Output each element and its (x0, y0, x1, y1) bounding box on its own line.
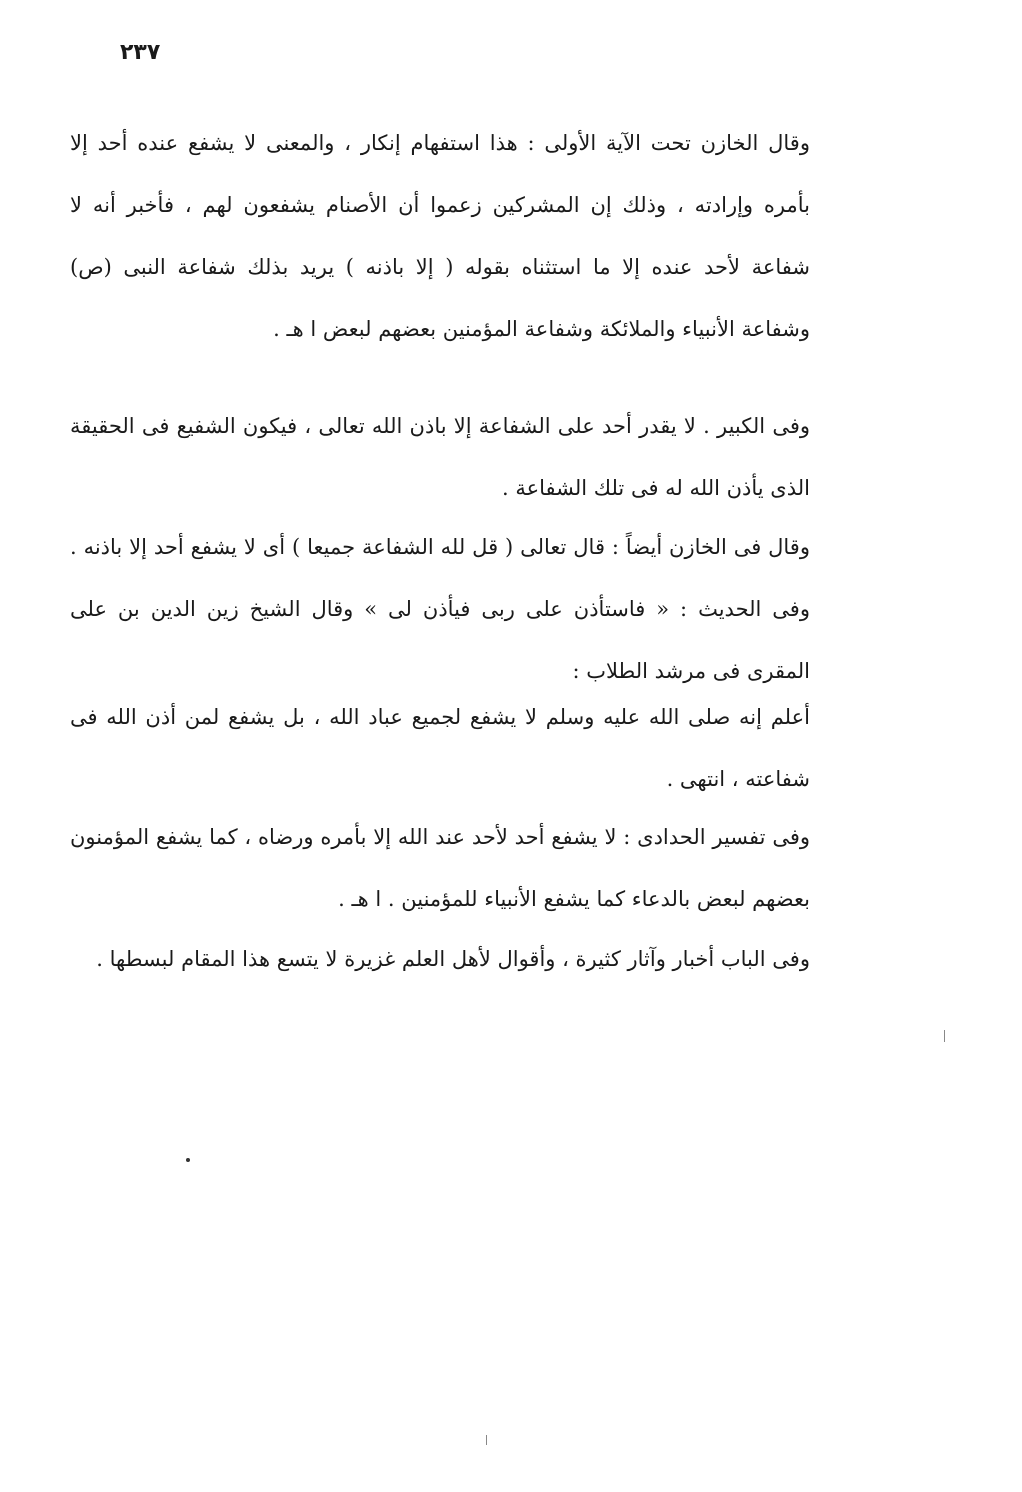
paragraph-al-kabir (70, 395, 810, 519)
paper-mark (944, 1030, 945, 1042)
paragraph-text: وقال فى الخازن أيضاً : قال تعالى ( قل لله الشفاعة جميعا ) أى لا يشفع أحد إلا باذنه . وفى الحديث : « فاستأذن على ربى فيأذن لى » وقال الشيخ زين الدين بن على المقرى فى مرشد الطلاب : (70, 535, 810, 683)
paper-mark (486, 1435, 487, 1445)
ink-speck (186, 1158, 190, 1162)
paragraph-quote (70, 686, 810, 810)
paragraph-text: وقال الخازن تحت الآية الأولى : هذا استفهام إنكار ، والمعنى لا يشفع عنده أحد إلا بأمره وإرادته ، وذلك إن المشركين زعموا أن الأصنام يشفعون لهم ، فأخبر أنه لا شفاعة لأحد عنده إلا ما استثناه بقوله ( إلا باذنه ) يريد بذلك شفاعة النبى (ص) وشفاعة الأنبياء والملائكة وشفاعة المؤمنين بعضهم لبعض ا هـ . (70, 131, 810, 341)
paragraph-closing (70, 928, 810, 990)
paragraph-khazin-first-verse (70, 112, 810, 360)
paragraph-khazin-also (70, 516, 810, 702)
paragraph-text: وفى الباب أخبار وآثار كثيرة ، وأقوال لأهل العلم غزيرة لا يتسع هذا المقام لبسطها . (96, 947, 810, 971)
paragraph-text: أعلم إنه صلى الله عليه وسلم لا يشفع لجميع عباد الله ، بل يشفع لمن أذن الله فى شفاعته ، انتهى . (70, 705, 810, 791)
paragraph-text: وفى الكبير . لا يقدر أحد على الشفاعة إلا باذن الله تعالى ، فيكون الشفيع فى الحقيقة الذى يأذن الله له فى تلك الشفاعة . (70, 414, 810, 500)
paragraph-text: وفى تفسير الحدادى : لا يشفع أحد لأحد عند الله إلا بأمره ورضاه ، كما يشفع المؤمنون بعضهم لبعض بالدعاء كما يشفع الأنبياء للمؤمنين . ا هـ . (70, 825, 810, 911)
paragraph-haddadi (70, 806, 810, 930)
page-number: ٢٣٧ (120, 40, 161, 65)
